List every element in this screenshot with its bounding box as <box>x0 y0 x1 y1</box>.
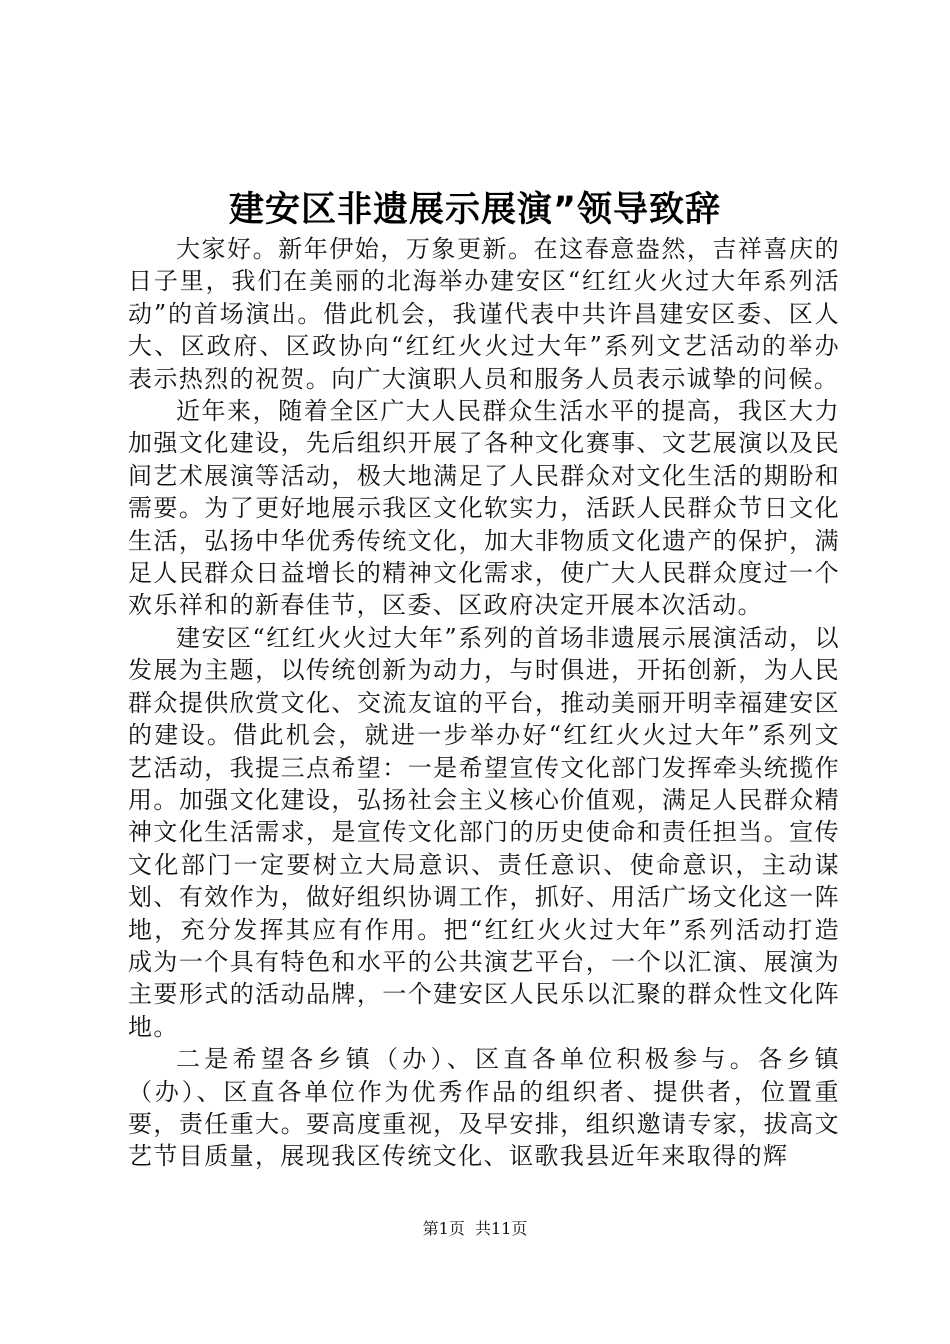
page-number-label: 第1页 共11页 <box>422 1219 528 1238</box>
paragraph-3: 建安区“红红火火过大年”系列的首场非遗展示展演活动，以发展为主题，以传统创新为动力，与时俱进，开拓创新，为人民群众提供欣赏文化、交流友谊的平台，推动美丽开明幸福建安区的建设。借此机会，就进一步举办好“红红火火过大年”系列文艺活动，我提三点希望：一是希望宣传文化部门发挥牵头统揽作用。加强文化建设，弘扬社会主义核心价值观，满足人民群众精神文化生活需求，是宣传文化部门的历史使命和责任担当。宣传文化部门一定要树立大局意识、责任意识、使命意识，主动谋划、有效作为，做好组织协调工作，抓好、用活广场文化这一阵地，充分发挥其应有作用。把“红红火火过大年”系列活动打造成为一个具有特色和水平的公共演艺平台，一个以汇演、展演为主要形式的活动品牌，一个建安区人民乐以汇聚的群众性文化阵地。 <box>128 623 840 1041</box>
paragraph-4: 二是希望各乡镇（办）、区直各单位积极参与。各乡镇（办）、区直各单位作为优秀作品的组织者、提供者，位置重要，责任重大。要高度重视，及早安排，组织邀请专家，拔高文艺节目质量，展现我区传统文化、讴歌我县近年来取得的辉 <box>128 1045 840 1171</box>
paragraph-1: 大家好。新年伊始，万象更新。在这春意盎然，吉祥喜庆的日子里，我们在美丽的北海举办建安区“红红火火过大年系列活动”的首场演出。借此机会，我谨代表中共许昌建安区委、区人大、区政府、区政协向“红红火火过大年”系列文艺活动的举办表示热烈的祝贺。向广大演职人员和服务人员表示诚挚的问候。 <box>128 235 840 393</box>
page-footer <box>0 1218 950 1240</box>
document-title: 建安区非遗展示展演”领导致辞 <box>228 190 721 230</box>
paragraph-2: 近年来，随着全区广大人民群众生活水平的提高，我区大力加强文化建设，先后组织开展了各种文化赛事、文艺展演以及民间艺术展演等活动，极大地满足了人民群众对文化生活的期盼和需要。为了更好地展示我区文化软实力，活跃人民群众节日文化生活，弘扬中华优秀传统文化，加大非物质文化遗产的保护，满足人民群众日益增长的精神文化需求，使广大人民群众度过一个欢乐祥和的新春佳节，区委、区政府决定开展本次活动。 <box>128 397 840 620</box>
document-body <box>128 233 840 1173</box>
